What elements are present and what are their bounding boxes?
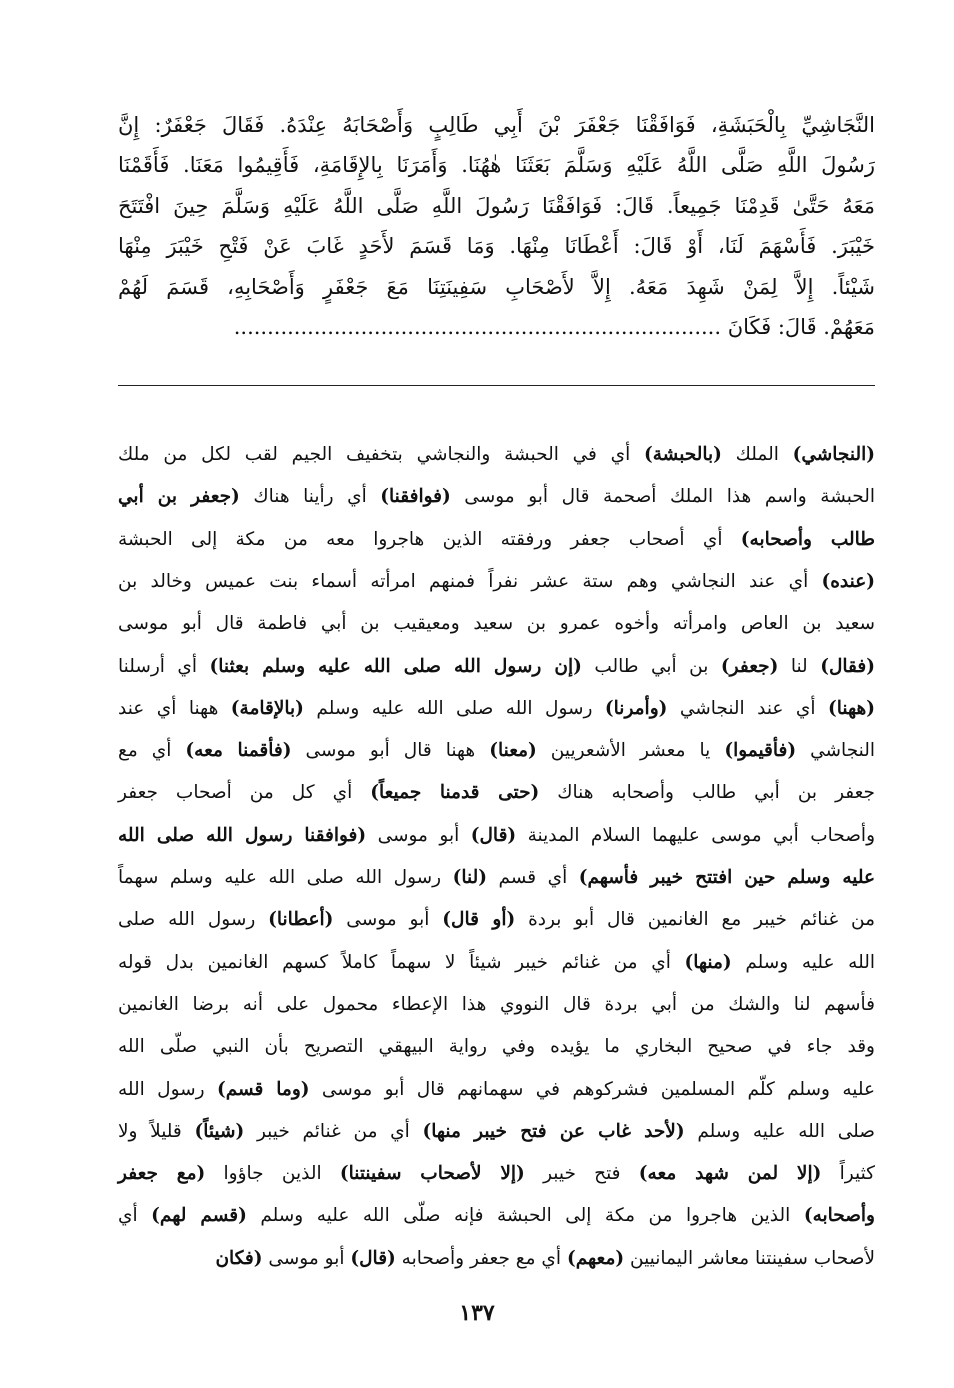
text-segment: النجاشي [796, 740, 875, 762]
bold-quote-text: (قال) [350, 1247, 396, 1269]
bold-quote-text: (قال) [470, 824, 517, 846]
bold-quote-text: (جعفر) [720, 655, 779, 677]
commentary-line [118, 730, 875, 772]
text-segment: فأسهم لنا والشك من أبي بردة قال النووي هذا الإعطاء محمول على أنه برضا الغانمين [118, 993, 875, 1015]
matn-line [118, 267, 875, 307]
text-segment: أي مع جعفر وأصحابه [395, 1247, 567, 1269]
commentary-line [118, 476, 875, 518]
bold-quote-text: (عنده) [821, 570, 875, 592]
text-segment: كثيراً [821, 1163, 875, 1185]
text-segment: مَعَهُمْ. قَالَ: فَكَانَ ......................................................................... [233, 315, 875, 339]
text-segment: ههنا قال أبو موسى [291, 740, 490, 762]
bold-quote-text: (لأحد غاب عن فتح خيبر منها) [422, 1120, 685, 1142]
bold-quote-text: (إلا لمن شهد معه) [638, 1163, 822, 1185]
text-segment: سعيد بن العاص وامرأته وأخوه عمرو بن سعيد ومعيقيب بن أبي فاطمة قال أبو موسى [118, 613, 875, 635]
bold-quote-text: (قسم لهم) [151, 1205, 247, 1227]
text-segment: لأصحاب سفينتنا معاشر اليمانيين [624, 1247, 875, 1269]
text-segment: لنا [778, 655, 821, 677]
text-segment: رسول الله صلى [118, 909, 269, 931]
text-segment: أي [118, 1205, 152, 1227]
text-segment: أي عند النجاشي وهم ستة عشر نفراً فمنهم امرأته أسماء بنت عميس وخالد بن [118, 570, 822, 592]
text-segment: النَّجَاشِيِّ بِالْحَبَشَةِ، فَوَافَقْنَا جَعْفَرَ بْنَ أَبِي طَالِبٍ وَأَصْحَابَهُ عِنْدَهُ. فَقَالَ جَعْفَرٌ: إِنَّ [118, 113, 875, 137]
text-segment: الله عليه وسلم [731, 951, 875, 973]
text-segment: الملك [721, 444, 793, 465]
text-segment: أي عند النجاشي [667, 697, 828, 719]
commentary-line [118, 984, 875, 1026]
commentary-line [118, 1195, 875, 1237]
bold-quote-text: طالب وأصحابه) [740, 528, 876, 550]
bold-quote-text: (جعفر بن أبي [118, 486, 240, 508]
bold-quote-text: وأصحابه) [803, 1205, 875, 1227]
bold-quote-text: (فوافقنا) [380, 486, 451, 508]
commentary-line [118, 519, 875, 561]
text-segment: شَيْئاً. إِلاَّ لِمَنْ شَهِدَ مَعَهُ. إِلاَّ لأَصْحَابِ سَفِينَتِنَا مَعَ جَعْفَرٍ وَأَصْحَابِهِ، قَسَمَ لَهُمْ [118, 274, 875, 299]
bold-quote-text: (أعطانا) [268, 909, 334, 931]
text-segment: وقد جاء في صحيح البخاري ما يؤيده وفي رواية البيهقي التصريح بأن النبي صلّى الله [118, 1036, 875, 1058]
commentary-line [118, 1111, 875, 1153]
bold-quote-text: (بالحبشة) [644, 444, 722, 465]
commentary-line [118, 857, 875, 899]
text-segment: أبو موسى [366, 824, 471, 846]
text-segment: أبو موسى [262, 1247, 351, 1269]
bold-quote-text: (بالإقامة) [230, 697, 304, 719]
text-segment: وأصحاب أبي موسى عليهما السلام المدينة [516, 824, 876, 846]
footnote-divider [118, 385, 875, 386]
text-segment: أي قسم [486, 867, 579, 888]
commentary-line [118, 942, 875, 984]
bold-quote-text: عليه وسلم حين افتتح خيبر فأسهم) [578, 867, 875, 888]
text-segment: أي في الحبشة والنجاشي بتخفيف الجيم لقب لكل من ملك [118, 444, 645, 465]
text-segment: الذين جاؤوا [205, 1163, 340, 1185]
matn-line [118, 226, 875, 266]
bold-quote-text: (منها) [684, 951, 732, 973]
matn-line [118, 105, 875, 145]
bold-quote-text: (لنا) [452, 867, 487, 888]
text-segment: بن أبي طالب [581, 655, 721, 677]
text-segment: أي مع [118, 740, 186, 762]
text-segment: جعفر بن أبي طالب وأصحابه هناك [539, 782, 875, 804]
commentary-line [118, 1026, 875, 1068]
page-number: ١٣٧ [459, 1300, 495, 1326]
text-segment: أي من غنائم خيبر شيئاً لا سهماً كاملاً كسهم الغانمين بدل قوله [118, 951, 685, 973]
bold-quote-text: (فكان [215, 1247, 263, 1269]
bold-quote-text: (حتى قدمنا جميعاً) [370, 782, 540, 804]
commentary-line [118, 1069, 875, 1111]
text-segment: فتح خيبر [524, 1163, 639, 1185]
bold-quote-text: (وأمرنا) [604, 697, 668, 719]
text-segment: ههنا أي عند [118, 697, 231, 719]
bold-quote-text: (فوافقنا رسول الله صلى الله [118, 824, 367, 846]
bold-quote-text: (إلا لأصحاب سفينتنا) [339, 1163, 525, 1185]
text-segment: من غنائم خيبر مع الغانمين قال أبو بردة [515, 909, 876, 931]
commentary-line [118, 772, 875, 814]
text-segment: الذين هاجروا من مكة إلى الحبشة فإنه صلّى الله عليه وسلم [246, 1205, 804, 1227]
commentary-line [118, 899, 875, 941]
text-segment: قليلاً ولا [118, 1120, 195, 1142]
commentary-line [118, 561, 875, 603]
text-segment: رَسُولَ اللَّهِ صَلَّى اللَّهُ عَلَيْهِ وَسَلَّمَ بَعَثَنَا هٰهُنَا. وَأَمَرَنَا بِالإِقَامَةِ، فَأَقِيمُوا مَعَنَا. فَأَقَمْنَا [118, 153, 875, 178]
text-segment: يا معشر الأشعريين [536, 740, 725, 762]
bold-quote-text: (فأقيموا) [724, 740, 797, 762]
commentary-line [118, 1238, 875, 1280]
text-segment: مَعَهُ حَتَّىٰ قَدِمْنَا جَمِيعاً. قَالَ: فَوَافَقْنَا رَسُولَ اللَّهِ صَلَّى اللَّهُ عَلَيْهِ وَسَلَّمَ حِينَ افْتَتَحَ [118, 193, 875, 218]
commentary-line [118, 688, 875, 730]
bold-quote-text: (إن رسول الله صلى الله عليه وسلم بعثنا) [209, 655, 582, 677]
bold-quote-text: (وما قسم) [216, 1078, 310, 1100]
text-segment: أي أرسلنا [118, 655, 210, 677]
text-segment: رسول الله صلى الله عليه وسلم [303, 697, 605, 719]
bold-quote-text: (معهم) [566, 1247, 625, 1269]
bold-quote-text: (النجاشي) [792, 444, 875, 465]
matn-line [118, 307, 875, 347]
bold-quote-text: (مع جعفر [118, 1163, 206, 1185]
text-segment: خَيْبَرَ. فَأَسْهَمَ لَنَا، أَوْ قَالَ: أَعْطَانَا مِنْهَا. وَمَا قَسَمَ لأَحَدٍ غَابَ عَنْ فَتْحِ خَيْبَرَ مِنْهَا [118, 234, 875, 259]
text-segment: أي من غنائم خيبر [244, 1120, 423, 1142]
bold-quote-text: (فأقمنا معه) [185, 740, 292, 762]
text-segment: أي كل من أصحاب جعفر [118, 782, 371, 804]
text-segment: الحبشة واسم هذا الملك أصحمة قال أبو موسى [450, 486, 875, 508]
bold-quote-text: (فقال) [820, 655, 875, 677]
text-segment: عليه وسلم كلّم المسلمين فشركوهم في سهمانهم قال أبو موسى [309, 1078, 875, 1100]
bold-quote-text: (أو قال) [442, 909, 516, 931]
bold-quote-text: (شيئاً) [194, 1120, 245, 1142]
bold-quote-text: (ههنا) [827, 697, 875, 719]
commentary-line [118, 1153, 875, 1195]
text-segment: رسول الله صلى الله عليه وسلم سهماً [118, 867, 453, 888]
text-segment: أي أصحاب جعفر ورفقته الذين هاجروا معه من مكة إلى الحبشة [118, 528, 741, 550]
matn-line [118, 186, 875, 226]
text-segment: صلى الله عليه وسلم [684, 1120, 875, 1142]
text-segment: أبو موسى [333, 909, 443, 931]
text-segment: رسول الله [118, 1078, 217, 1100]
bold-quote-text: (معنا) [489, 740, 537, 762]
text-segment: أي رأينا هناك [239, 486, 381, 508]
commentary-line [118, 646, 875, 688]
commentary-line [118, 603, 875, 645]
matn-line [118, 145, 875, 185]
commentary-line [118, 815, 875, 857]
commentary-line [118, 434, 875, 476]
